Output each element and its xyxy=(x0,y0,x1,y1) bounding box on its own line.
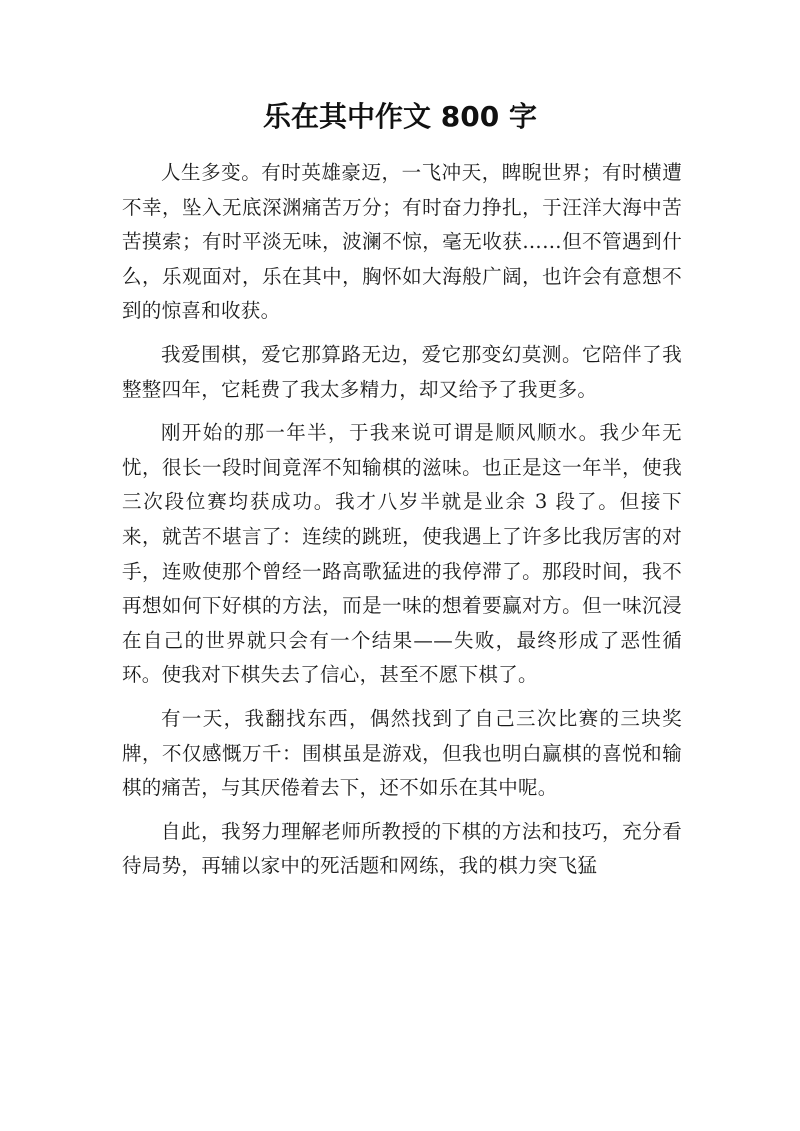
paragraph: 自此，我努力理解老师所教授的下棋的方法和技巧，充分看待局势，再辅以家中的死活题和网练，我的棋力突飞猛 xyxy=(122,819,682,878)
paragraph: 刚开始的那一年半，于我来说可谓是顺风顺水。我少年无忧，很长一段时间竟浑不知输棋的滋味。也正是这一年半，使我三次段位赛均获成功。我才八岁半就是业余 3 段了。但接下来，就苦不堪言了：连续的跳班，使我遇上了许多比我厉害的对手，连败使那个曾经一路高歌猛进的我停滞了。那段时间，我不再想如何下好棋的方法，而是一味的想着要赢对方。但一味沉浸在自己的世界就只会有一个结果——失败，最终形成了恶性循环。使我对下棋失去了信心，甚至不愿下棋了。 xyxy=(122,421,682,687)
paragraph: 人生多变。有时英雄豪迈，一飞冲天，睥睨世界；有时横遭不幸，坠入无底深渊痛苦万分；有时奋力挣扎，于汪洋大海中苦苦摸索；有时平淡无味，波澜不惊，毫无收获……但不管遇到什么，乐观面对，乐在其中，胸怀如大海般广阔，也许会有意想不到的惊喜和收获。 xyxy=(122,161,682,323)
paragraph: 我爱围棋，爱它那算路无边，爱它那变幻莫测。它陪伴了我整整四年，它耗费了我太多精力，却又给予了我更多。 xyxy=(122,342,682,401)
document-title: 乐在其中作文 800 字 xyxy=(263,100,537,133)
document-body xyxy=(122,156,682,893)
paragraph: 有一天，我翻找东西，偶然找到了自己三次比赛的三块奖牌，不仅感慨万千：围棋虽是游戏，但我也明白赢棋的喜悦和输棋的痛苦，与其厌倦着去下，还不如乐在其中呢。 xyxy=(122,706,682,800)
